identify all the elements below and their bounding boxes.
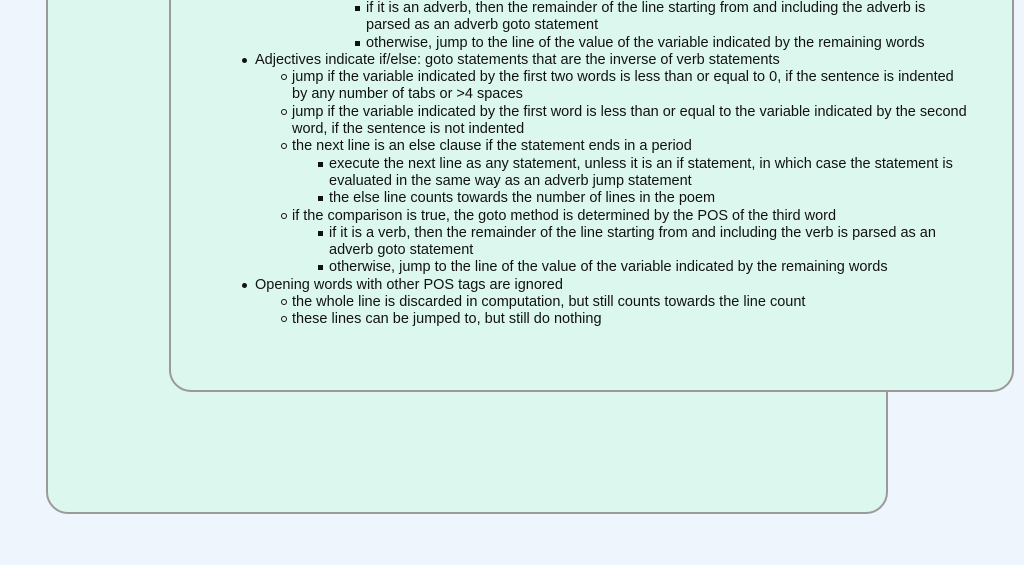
list-item-text: Opening words with other POS tags are ignored	[255, 276, 563, 293]
list-item	[255, 138, 969, 207]
list-item-text: the next line is an else clause if the statement ends in a period	[292, 138, 692, 155]
continued-list	[169, 0, 969, 52]
list-item-text: jump if the variable indicated by the first word is less than or equal to the variable indicated by the second word, if the sentence is not indented	[292, 103, 967, 138]
sub-sub-list	[292, 225, 969, 277]
bullet-list	[169, 52, 969, 329]
list-item	[255, 311, 969, 328]
list-item	[255, 69, 969, 104]
list-item	[169, 277, 969, 329]
list-item	[169, 52, 969, 277]
sub-list	[255, 294, 969, 329]
list-item	[255, 294, 969, 311]
list-item: the else line counts towards the number of lines in the poem	[292, 190, 969, 207]
list-item: execute the next line as any statement, unless it is an if statement, in which case the statement is evaluated in the same way as an adverb jump statement	[292, 156, 969, 191]
list-item: otherwise, jump to the line of the value of the variable indicated by the remaining words	[329, 35, 969, 52]
sub-sub-list	[292, 156, 969, 208]
list-item	[255, 104, 969, 139]
sub-list	[255, 69, 969, 277]
list-item-text: Adjectives indicate if/else: goto statements that are the inverse of verb statements	[255, 51, 780, 68]
list-item: if it is an adverb, then the remainder of the line starting from and including the adverb is parsed as an adverb goto statement	[329, 0, 969, 35]
list-item-text: these lines can be jumped to, but still do nothing	[292, 311, 602, 328]
list-item: if it is a verb, then the remainder of the line starting from and including the verb is parsed as an adverb goto statement	[292, 225, 969, 260]
list-item-text: the whole line is discarded in computation, but still counts towards the line count	[292, 294, 806, 311]
list-item: otherwise, jump to the line of the value of the variable indicated by the remaining words	[292, 259, 969, 276]
document-content	[169, 0, 969, 329]
list-item	[255, 208, 969, 277]
list-item-text: jump if the variable indicated by the first two words is less than or equal to 0, if the sentence is indented by any number of tabs or >4 spaces	[292, 69, 954, 103]
list-item-text: if the comparison is true, the goto method is determined by the POS of the third word	[292, 207, 837, 224]
